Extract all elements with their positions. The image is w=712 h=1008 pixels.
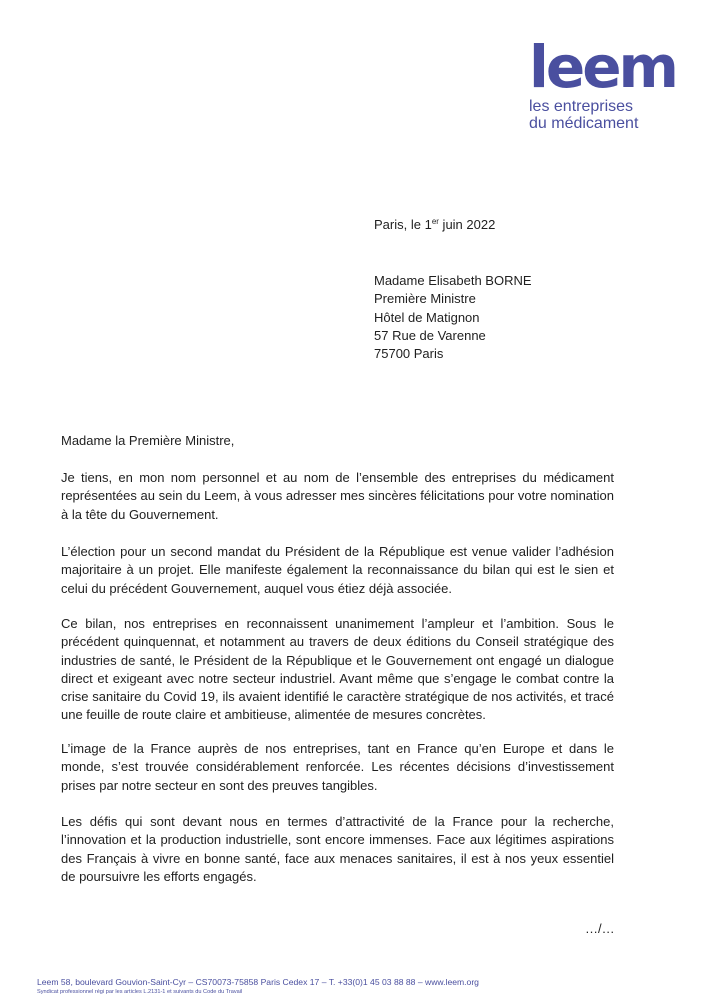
footer-legal-notice: Syndicat professionnel régi par les articles L.2131-1 et suivants du Code du Travail <box>37 989 243 995</box>
date-suffix: juin 2022 <box>438 217 496 232</box>
footer-address: Leem 58, boulevard Gouvion-Saint-Cyr – CS70073-75858 Paris Cedex 17 – T. +33(0)1 45 03 88 88 – www.leem.org <box>37 977 479 987</box>
recipient-title: Première Ministre <box>374 291 476 307</box>
recipient-city: 75700 Paris <box>374 346 444 362</box>
recipient-name: Madame Elisabeth BORNE <box>374 273 532 288</box>
leem-logo <box>529 33 679 132</box>
logo-tagline-line1: les entreprises <box>529 98 634 115</box>
page-footer <box>37 977 677 996</box>
body-paragraph-4: L’image de la France auprès de nos entreprises, tant en France qu’en Europe et dans le monde, s’est trouvée considérablement renforcée. Les récentes décisions d’investissement prises par notre secteur en sont des preuves tangibles. <box>61 741 614 793</box>
body-paragraph-3: Ce bilan, nos entreprises en reconnaissent unanimement l’ampleur et l’ambition. Sous le précédent quinquennat, et notamment au travers de deux éditions du Conseil stratégique des industries de santé, le Président de la République et le Gouvernement ont engagé un dialogue direct et exigeant avec notre secteur industriel. Avant même que s’engage le combat contre la crise sanitaire du Covid 19, ils avaient identifié le caractère stratégique de nos activités, et tracé une feuille de route claire et ambitieuse, alimentée de mesures concrètes. <box>61 616 614 723</box>
body-paragraph-1: Je tiens, en mon nom personnel et au nom de l’ensemble des entreprises du médicament représentées au sein du Leem, à vous adresser mes sincères félicitations pour votre nomination à la tête du Gouvernement. <box>61 470 614 522</box>
recipient-street: 57 Rue de Varenne <box>374 327 486 343</box>
date-ordinal-suffix: er <box>431 217 439 226</box>
salutation: Madame la Première Ministre, <box>61 433 235 448</box>
recipient-building: Hôtel de Matignon <box>374 309 480 325</box>
date-prefix: Paris, le 1 <box>374 217 432 232</box>
letter-date <box>374 216 495 234</box>
logo-wordmark: leem <box>529 33 676 101</box>
continuation-mark: …/… <box>585 921 615 936</box>
body-paragraph-5: Les défis qui sont devant nous en termes d’attractivité de la France pour la recherche, l’innovation et la production industrielle, sont encore immenses. Face aux légitimes aspirations des Français à vivre en bonne santé, face aux menaces sanitaires, il est à nos yeux essentiel de poursuivre les efforts engagés. <box>61 814 614 884</box>
recipient-address <box>374 272 532 363</box>
logo-tagline-line2: du médicament <box>529 115 639 132</box>
body-paragraph-2: L’élection pour un second mandat du Président de la République est venue valider l’adhésion majoritaire à un projet. Elle manifeste également la reconnaissance du bilan qui est le sien et celui du précédent Gouvernement, auquel vous étiez déjà associée. <box>61 544 614 596</box>
